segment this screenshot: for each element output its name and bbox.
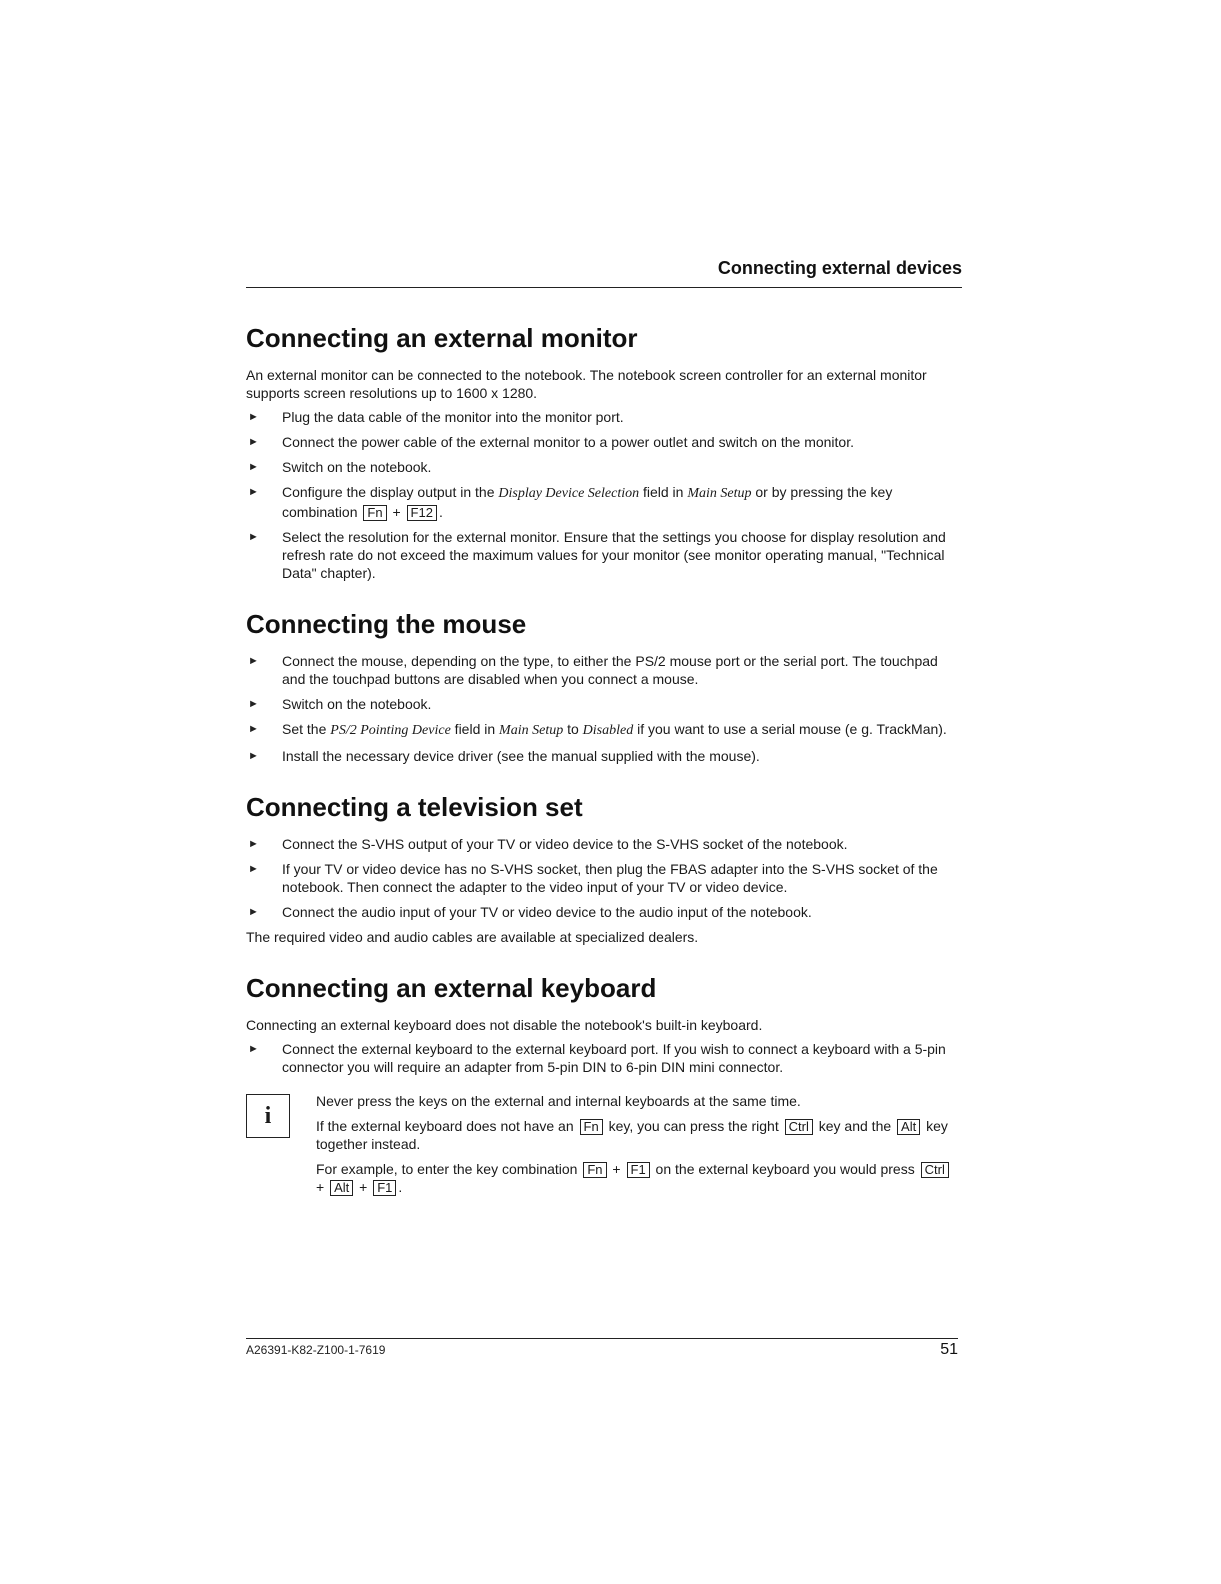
ui-term: PS/2 Pointing Device xyxy=(330,723,451,738)
section-title-mouse: Connecting the mouse xyxy=(246,609,527,639)
list-item: ► If your TV or video device has no S-VHS socket, then plug the FBAS adapter into the S-VHS socket of the notebook. Then connect the adapter to the video input of your TV or video device. xyxy=(248,861,938,895)
bullet-icon: ► xyxy=(248,723,259,735)
list-item: ► Select the resolution for the external monitor. Ensure that the settings you choose for display resolution and refresh rate do not exceed the maximum values for your monitor (see monitor operating manual, "Technical Data" chapter). xyxy=(248,529,946,581)
note-text: If the external keyboard does not have an Fn key, you can press the right Ctrl key and the Alt key together instead. xyxy=(316,1118,948,1152)
section-title-external-keyboard: Connecting an external keyboard xyxy=(246,973,657,1003)
info-icon: i xyxy=(246,1094,290,1138)
bullet-icon: ► xyxy=(248,750,259,762)
key-cap: Ctrl xyxy=(785,1119,813,1135)
running-header: Connecting external devices xyxy=(717,258,962,278)
list-item: ► Switch on the notebook. xyxy=(248,459,432,475)
bullet-icon: ► xyxy=(248,461,259,473)
key-cap: Fn xyxy=(580,1119,603,1135)
bullet-icon: ► xyxy=(248,411,259,423)
key-cap: Alt xyxy=(897,1119,920,1135)
key-cap: Alt xyxy=(330,1180,353,1196)
list-item: ► Connect the mouse, depending on the type, to either the PS/2 mouse port or the serial port. The touchpad and the touchpad buttons are disabled when you connect a mouse. xyxy=(248,653,938,687)
list-item: ► Install the necessary device driver (see the manual supplied with the mouse). xyxy=(248,748,760,764)
list-item: ► Connect the power cable of the external monitor to a power outlet and switch on the monitor. xyxy=(248,434,854,450)
page-content xyxy=(246,322,958,1203)
step-list xyxy=(246,408,958,582)
list-item: ► Connect the S-VHS output of your TV or video device to the S-VHS socket of the notebook. xyxy=(248,836,848,852)
ui-term: Disabled xyxy=(582,723,634,738)
bullet-icon: ► xyxy=(248,906,259,918)
footer-rule xyxy=(246,1338,958,1339)
list-item: ► Plug the data cable of the monitor into the monitor port. xyxy=(248,409,624,425)
key-cap: F1 xyxy=(373,1180,396,1196)
key-cap: F1 xyxy=(627,1162,650,1178)
bullet-icon: ► xyxy=(248,486,259,498)
list-item: ► Switch on the notebook. xyxy=(248,696,432,712)
step-list xyxy=(246,1040,958,1076)
ui-term: Display Device Selection xyxy=(498,486,640,501)
list-item: ► Configure the display output in the Display Device Selection field in Main Setup or by pressing the key combination Fn + F12 . xyxy=(248,484,893,520)
key-cap: Fn xyxy=(363,505,386,521)
bullet-icon: ► xyxy=(248,698,259,710)
key-cap: Fn xyxy=(583,1162,606,1178)
list-item: ► Set the PS/2 Pointing Device field in Main Setup to Disabled if you want to use a serial mouse (e g. TrackMan). xyxy=(248,721,947,738)
step-list xyxy=(246,835,958,921)
bullet-icon: ► xyxy=(248,531,259,543)
ui-term: Main Setup xyxy=(499,723,564,738)
key-cap: F12 xyxy=(407,505,437,521)
section-intro: An external monitor can be connected to the notebook. The notebook screen controller for an external monitor supports screen resolutions up to 1600 x 1280. xyxy=(246,367,927,401)
header-rule xyxy=(246,287,962,288)
page-number: 51 xyxy=(940,1341,958,1358)
note-text: For example, to enter the key combination Fn + F1 on the external keyboard you would press Ctrl + Alt + F1 . xyxy=(316,1160,958,1196)
key-cap: Ctrl xyxy=(921,1162,949,1178)
doc-code: A26391-K82-Z100-1-7619 xyxy=(246,1343,386,1357)
bullet-icon: ► xyxy=(248,1043,259,1055)
list-item: ► Connect the audio input of your TV or video device to the audio input of the notebook. xyxy=(248,904,812,920)
note-text: Never press the keys on the external and internal keyboards at the same time. xyxy=(316,1093,801,1109)
bullet-icon: ► xyxy=(248,838,259,850)
section-intro: Connecting an external keyboard does not disable the notebook's built-in keyboard. xyxy=(246,1017,763,1033)
info-note xyxy=(246,1092,958,1196)
bullet-icon: ► xyxy=(248,655,259,667)
ui-term: Main Setup xyxy=(687,486,752,501)
section-title-television: Connecting a television set xyxy=(246,792,583,822)
section-outro: The required video and audio cables are available at specialized dealers. xyxy=(246,929,699,945)
bullet-icon: ► xyxy=(248,863,259,875)
list-item: ► Connect the external keyboard to the external keyboard port. If you wish to connect a keyboard with a 5-pin connector you will require an adapter from 5-pin DIN to 6-pin DIN mini connector. xyxy=(248,1041,946,1075)
section-title-external-monitor: Connecting an external monitor xyxy=(246,323,638,353)
bullet-icon: ► xyxy=(248,436,259,448)
step-list xyxy=(246,652,958,765)
